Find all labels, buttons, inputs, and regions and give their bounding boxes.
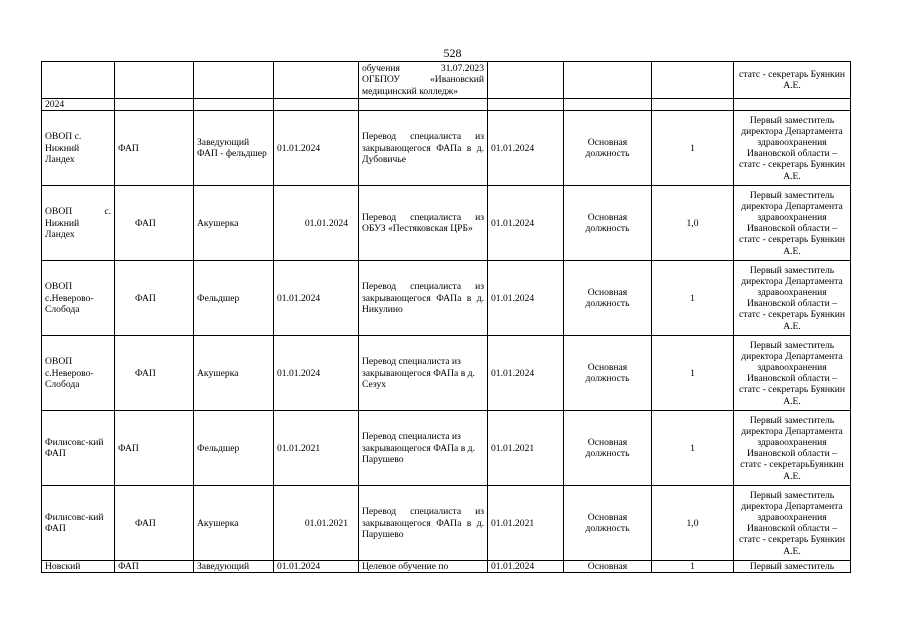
table-row [42,261,851,336]
cell-type: Основная должность [564,411,652,486]
cell-rate: 1 [652,261,734,336]
cell-start: 01.01.2021 [488,411,564,486]
cell-reason: Целевое обучение по [359,561,488,573]
cell-reason: Перевод специалиста из закрывающегося ФАПа в д. Парушево [359,486,488,561]
cell-approver: Первый заместитель директора Департамента здравоохранения Ивановской области – статс - секретарь Буянкин А.Е. [734,111,851,186]
cell-reason: Перевод специалиста из закрывающегося ФАПа в д. Дубовичье [359,111,488,186]
cell-rate [652,62,734,99]
cell-date: 01.01.2024 [274,561,359,573]
cell-start: 01.01.2021 [488,486,564,561]
cell-reason: Перевод специалиста из закрывающегося ФАПа в д. Сезух [359,336,488,411]
cell-unit: ФАП [115,111,194,186]
cell-rate: 1,0 [652,186,734,261]
cell-org [42,62,115,99]
cell-unit [115,62,194,99]
cell-org: ОВОП с. Нижний Ландех [42,111,115,186]
table-row [42,111,851,186]
cell-date: 01.01.2024 [274,111,359,186]
cell-org: ОВОП с.Неверово-Слобода [42,261,115,336]
cell-date: 01.01.2021 [274,486,359,561]
cell-org: ОВОП с. Нижний Ландех [42,186,115,261]
cell-approver: Первый заместитель директора Департамента здравоохранения Ивановской области – статс - секретарь Буянкин А.Е. [734,486,851,561]
cell-start: 01.01.2024 [488,261,564,336]
staffing-table [41,61,851,573]
cell-position: Акушерка [194,336,274,411]
table-row [42,561,851,573]
cell-rate: 1 [652,561,734,573]
cell-rate: 1,0 [652,486,734,561]
cell-unit: ФАП [115,411,194,486]
cell-date: 01.01.2024 [274,261,359,336]
cell-org: ОВОП с.Неверово-Слобода [42,336,115,411]
cell-date: 01.01.2021 [274,411,359,486]
table-row-continued [42,62,851,99]
cell-unit: ФАП [115,336,194,411]
cell-unit: ФАП [115,486,194,561]
year-row [42,99,851,111]
cell-reason: Перевод специалиста из закрывающегося ФАПа в д. Никулино [359,261,488,336]
cell-type: Основная [564,561,652,573]
cell-type [564,62,652,99]
page-number: 528 [443,46,462,60]
cell-reason: Перевод специалиста из закрывающегося ФАПа в д. Парушево [359,411,488,486]
cell-approver: Первый заместитель [734,561,851,573]
cell-type: Основная должность [564,186,652,261]
cell-position: Фельдшер [194,261,274,336]
cell-org: Новский [42,561,115,573]
cell-position: Акушерка [194,186,274,261]
cell-start [488,62,564,99]
cell-position [194,62,274,99]
cell-approver: Первый заместитель директора Департамента здравоохранения Ивановской области – статс - секретарь Буянкин А.Е. [734,261,851,336]
cell-approver: Первый заместитель директора Департамента здравоохранения Ивановской области – статс - секретарь Буянкин А.Е. [734,186,851,261]
cell-unit: ФАП [115,261,194,336]
cell-approver: Первый заместитель директора Департамента здравоохранения Ивановской области – статс - секретарь Буянкин А.Е. [734,336,851,411]
cell-org: Филисовс-кий ФАП [42,486,115,561]
cell-reason: обучения 31.07.2023 ОГБПОУ «Ивановский медицинский колледж» [359,62,488,99]
cell-position: Заведующий ФАП - фельдшер [194,111,274,186]
cell-approver: статс - секретарь Буянкин А.Е. [734,62,851,99]
cell-rate: 1 [652,111,734,186]
cell-position: Фельдшер [194,411,274,486]
cell-start: 01.01.2024 [488,186,564,261]
cell-rate: 1 [652,411,734,486]
table-row [42,336,851,411]
cell-type: Основная должность [564,111,652,186]
table-row [42,486,851,561]
table-row [42,186,851,261]
cell-start: 01.01.2024 [488,111,564,186]
year-label: 2024 [42,99,115,111]
cell-org: Филисовс-кий ФАП [42,411,115,486]
cell-type: Основная должность [564,336,652,411]
cell-reason: Перевод специалиста из ОБУЗ «Пестяковская ЦРБ» [359,186,488,261]
cell-start: 01.01.2024 [488,336,564,411]
cell-date: 01.01.2024 [274,186,359,261]
cell-unit: ФАП [115,561,194,573]
cell-unit: ФАП [115,186,194,261]
cell-position: Акушерка [194,486,274,561]
cell-start: 01.01.2024 [488,561,564,573]
cell-approver: Первый заместитель директора Департамента здравоохранения Ивановской области – статс - секретарьБуянкин А.Е. [734,411,851,486]
cell-rate: 1 [652,336,734,411]
cell-date: 01.01.2024 [274,336,359,411]
cell-type: Основная должность [564,486,652,561]
table-row [42,411,851,486]
cell-position: Заведующий [194,561,274,573]
cell-date [274,62,359,99]
cell-type: Основная должность [564,261,652,336]
